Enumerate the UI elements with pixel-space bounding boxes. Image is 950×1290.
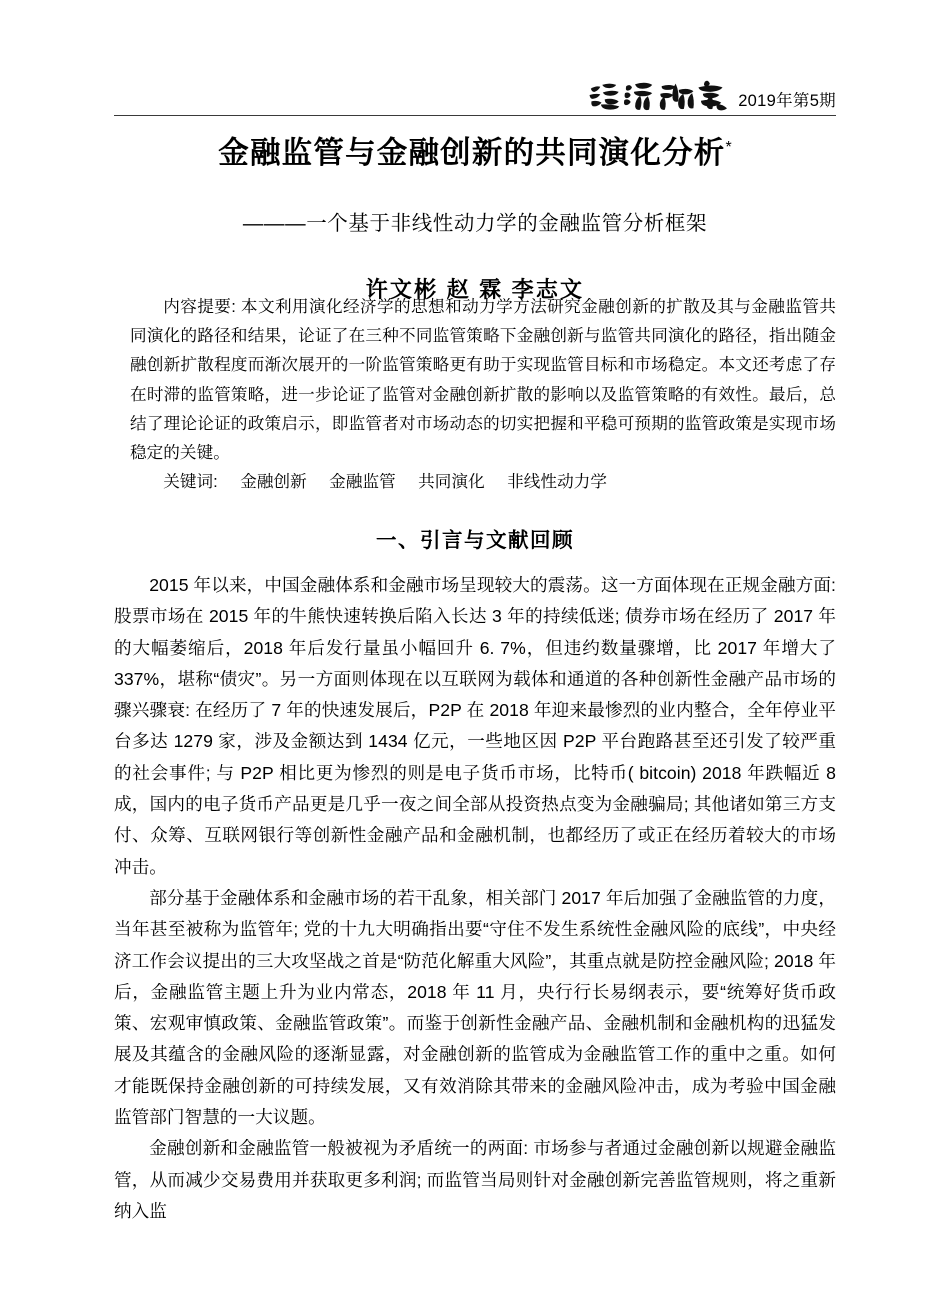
body-text (114, 570, 836, 1227)
author-list: 许文彬 赵 霖 李志文 (365, 277, 585, 303)
keyword-item: 非线性动力学 (507, 472, 608, 492)
abstract-text: 内容提要: 本文利用演化经济学的思想和动力学方法研究金融创新的扩散及其与金融监管共同演化的路径和结果，论证了在三种不同监管策略下金融创新与监管共同演化的路径，指出随金融创新扩散程度而渐次展开的一阶监管策略更有助于实现监管目标和市场稳定。本文还考虑了存在时滞的监管策略，进一步论证了监管对金融创新扩散的影响以及监管策略的有效性。最后，总结了理论论证的政策启示，即监管者对市场动态的切实把握和平稳可预期的监管政策是实现市场稳定的关键。 (130, 297, 836, 463)
keyword-item: 金融创新 (240, 472, 307, 492)
body-paragraph: 2015 年以来，中国金融体系和金融市场呈现较大的震荡。这一方面体现在正规金融方面: 股票市场在 2015 年的牛熊快速转换后陷入长达 3 年的持续低迷; 债券市场在经历了 2017 年的大幅萎缩后，2018 年后发行量虽小幅回升 6. 7%，但违约数量骤增，比 2017 年增大了 337%，堪称“债灾”。另一方面则体现在以互联网为载体和通道的各种创新性金融产品市场的骤兴骤衰: 在经历了 7 年的快速发展后，P2P 在 2018 年迎来最惨烈的业内整合，全年停业平台多达 1279 家，涉及金额达到 1434 亿元，一些地区因 P2P 平台跑路甚至还引发了较严重的社会事件; 与 P2P 相比更为惨烈的则是电子货币市场，比特币( bitcoin) 2018 年跌幅近 8 成，国内的电子货币产品更是几乎一夜之间全部从投资热点变为金融骗局; 其他诸如第三方支付、众筹、互联网银行等创新性金融产品和金融机制，也都经历了或正在经历着较大的市场冲击。 (114, 575, 836, 877)
section-heading: 一、引言与文献回顾 (376, 529, 574, 552)
body-paragraph: 金融创新和金融监管一般被视为矛盾统一的两面: 市场参与者通过金融创新以规避金融监管，从而减少交易费用并获取更多利润; 而监管当局则针对金融创新完善监管规则，将之重新纳入监 (114, 1138, 836, 1221)
keyword-item: 金融监管 (329, 472, 396, 492)
keywords-label: 关键词: (163, 472, 218, 492)
article-subtitle: ———一个基于非线性动力学的金融监管分析框架 (242, 212, 708, 236)
title-footnote-marker: * (725, 138, 732, 156)
page-masthead (114, 70, 836, 116)
abstract-block (130, 292, 836, 496)
article-title-text: 金融监管与金融创新的共同演化分析 (218, 136, 726, 170)
page-title (114, 134, 836, 173)
keyword-item: 共同演化 (418, 472, 485, 492)
title-block (114, 134, 836, 304)
issue-label: 2019年第5期 (738, 91, 836, 110)
journal-calligraphy-logo-icon (587, 76, 733, 114)
body-paragraph: 部分基于金融体系和金融市场的若干乱象，相关部门 2017 年后加强了金融监管的力度，当年甚至被称为监管年; 党的十九大明确指出要“守住不发生系统性金融风险的底线”，中央经济工作会议提出的三大攻坚战之首是“防范化解重大风险”，其重点就是防控金融风险; 2018 年后，金融监管主题上升为业内常态，2018 年 11 月，央行行长易纲表示，要“统筹好货币政策、宏观审慎政策、金融监管政策”。而鉴于创新性金融产品、金融机制和金融机构的迅猛发展及其蕴含的金融风险的逐渐显露，对金融创新的监管成为金融监管工作的重中之重。如何才能既保持金融创新的可持续发展，又有效消除其带来的金融风险冲击，成为考验中国金融监管部门智慧的一大议题。 (114, 887, 836, 1128)
keywords-line (130, 467, 836, 496)
